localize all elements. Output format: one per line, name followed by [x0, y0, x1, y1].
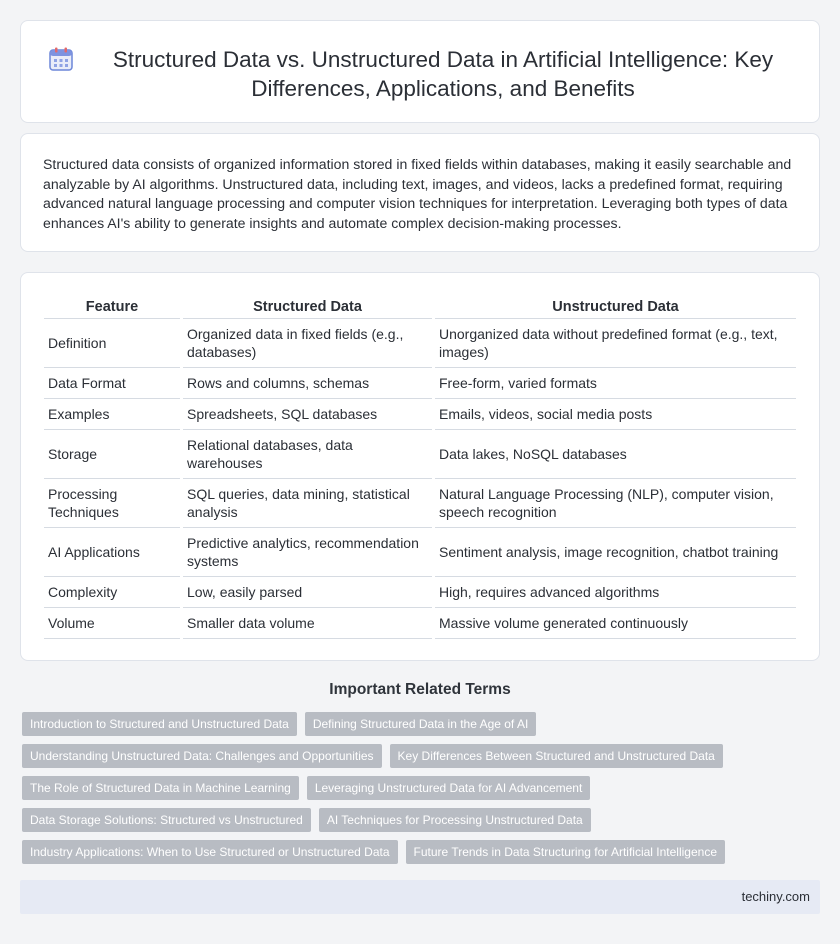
feature-cell: Volume [44, 608, 180, 639]
related-terms-heading: Important Related Terms [329, 681, 511, 698]
related-term-tag[interactable]: Understanding Unstructured Data: Challenges and Opportunities [22, 744, 382, 768]
feature-cell: Examples [44, 399, 180, 430]
calendar-icon [48, 46, 74, 72]
structured-cell: Predictive analytics, recommendation systems [183, 528, 432, 577]
footer-bar [20, 880, 820, 914]
table-row [44, 479, 796, 528]
unstructured-cell: Emails, videos, social media posts [435, 399, 796, 430]
header-card [20, 20, 820, 123]
unstructured-cell: Data lakes, NoSQL databases [435, 430, 796, 479]
related-term-tag[interactable]: Leveraging Unstructured Data for AI Advancement [307, 776, 591, 800]
column-header-structured: Structured Data [183, 295, 432, 319]
feature-cell: Complexity [44, 577, 180, 608]
structured-cell: Organized data in fixed fields (e.g., databases) [183, 319, 432, 368]
intro-card [20, 133, 820, 252]
structured-cell: Relational databases, data warehouses [183, 430, 432, 479]
intro-paragraph: Structured data consists of organized information stored in fixed fields within databases, making it easily searchable and analyzable by AI algorithms. Unstructured data, including text, images, and videos, lacks a predefined format, requiring advanced natural language processing and computer vision techniques for interpretation. Leveraging both types of data enhances AI's ability to generate insights and automate complex decision-making processes. [43, 156, 792, 231]
feature-cell: AI Applications [44, 528, 180, 577]
column-header-feature: Feature [44, 295, 180, 319]
related-term-tag[interactable]: Key Differences Between Structured and Unstructured Data [390, 744, 723, 768]
table-row [44, 528, 796, 577]
related-term-tag[interactable]: AI Techniques for Processing Unstructured Data [319, 808, 591, 832]
related-term-tag[interactable]: Introduction to Structured and Unstructured Data [22, 712, 297, 736]
feature-cell: Data Format [44, 368, 180, 399]
structured-cell: Low, easily parsed [183, 577, 432, 608]
structured-cell: Spreadsheets, SQL databases [183, 399, 432, 430]
related-terms-list [22, 712, 742, 872]
unstructured-cell: Natural Language Processing (NLP), computer vision, speech recognition [435, 479, 796, 528]
related-term-tag[interactable]: Industry Applications: When to Use Structured or Unstructured Data [22, 840, 398, 864]
related-term-tag[interactable]: Future Trends in Data Structuring for Artificial Intelligence [406, 840, 725, 864]
table-row [44, 368, 796, 399]
related-term-tag[interactable]: Data Storage Solutions: Structured vs Unstructured [22, 808, 311, 832]
comparison-table [41, 295, 799, 639]
table-row [44, 430, 796, 479]
structured-cell: Smaller data volume [183, 608, 432, 639]
feature-cell: Definition [44, 319, 180, 368]
footer-site-link[interactable]: techiny.com [741, 889, 810, 904]
unstructured-cell: Unorganized data without predefined format (e.g., text, images) [435, 319, 796, 368]
unstructured-cell: High, requires advanced algorithms [435, 577, 796, 608]
structured-cell: SQL queries, data mining, statistical analysis [183, 479, 432, 528]
page-title: Structured Data vs. Unstructured Data in Artificial Intelligence: Key Differences, Applications, and Benefits [112, 47, 774, 101]
table-row [44, 319, 796, 368]
table-row [44, 399, 796, 430]
comparison-table-card [20, 272, 820, 661]
unstructured-cell: Free-form, varied formats [435, 368, 796, 399]
table-row [44, 608, 796, 639]
unstructured-cell: Sentiment analysis, image recognition, chatbot training [435, 528, 796, 577]
table-row [44, 577, 796, 608]
related-term-tag[interactable]: The Role of Structured Data in Machine Learning [22, 776, 299, 800]
unstructured-cell: Massive volume generated continuously [435, 608, 796, 639]
column-header-unstructured: Unstructured Data [435, 295, 796, 319]
structured-cell: Rows and columns, schemas [183, 368, 432, 399]
feature-cell: Processing Techniques [44, 479, 180, 528]
feature-cell: Storage [44, 430, 180, 479]
related-term-tag[interactable]: Defining Structured Data in the Age of AI [305, 712, 536, 736]
